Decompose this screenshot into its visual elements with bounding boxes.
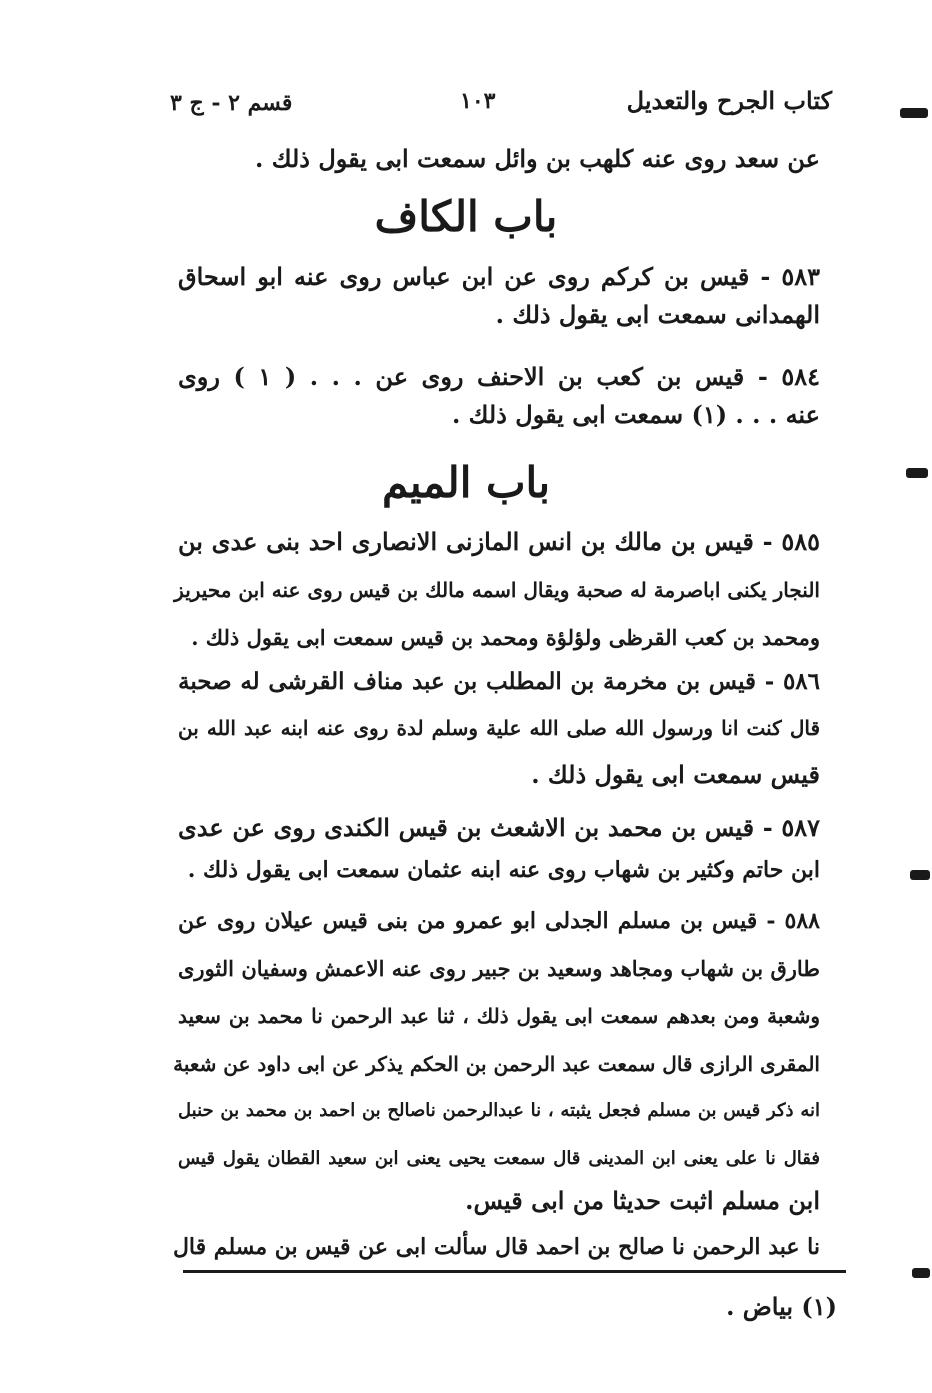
entry-584-line-2: عنه . . . (١) سمعت ابى يقول ذلك .: [451, 400, 820, 429]
entry-586-line-1: ٥٨٦ - قيس بن مخرمة بن المطلب بن عبد مناف القرشى له صحبة: [178, 668, 820, 695]
section-heading-kaf: باب الكاف: [374, 192, 558, 241]
intro-line: عن سعد روى عنه كلهب بن وائل سمعت ابى يقول ذلك .: [255, 144, 820, 173]
entry-584-line-1: ٥٨٤ - قيس بن كعب بن الاحنف روى عن . . . ( ١ ) روى: [178, 362, 820, 391]
entry-588-line-7: ابن مسلم اثبت حديثا من ابى قيس.: [465, 1186, 820, 1215]
entry-583-line-2: الهمدانى سمعت ابى يقول ذلك .: [495, 300, 820, 329]
page-number: ١٠٣: [460, 88, 496, 114]
entry-588-line-4: المقرى الرازى قال سمعت عبد الرحمن بن الحكم يذكر عن ابى داود عن شعبة: [173, 1052, 820, 1076]
entry-586-line-2: قال كنت انا ورسول الله صلى الله علية وسلم لدة روى عنه ابنه عبد الله بن: [178, 716, 820, 740]
entry-588-line-8: نا عبد الرحمن نا صالح بن احمد قال سألت ابى عن قيس بن مسلم قال: [172, 1234, 820, 1260]
entry-588-line-1: ٥٨٨ - قيس بن مسلم الجدلى ابو عمرو من بنى قيس عيلان روى عن: [178, 908, 820, 934]
footnote: (١) بياض .: [726, 1292, 837, 1321]
entry-585-line-3: ومحمد بن كعب القرظى ولؤلؤة ومحمد بن قيس سمعت ابى يقول ذلك .: [191, 625, 820, 650]
binding-hole-mark: [900, 108, 928, 118]
entry-583-line-1: ٥٨٣ - قيس بن كركم روى عن ابن عباس روى عنه ابو اسحاق: [178, 262, 820, 291]
entry-588-line-2: طارق بن شهاب ومجاهد وسعيد بن جبير روى عنه الاعمش وسفيان الثورى: [178, 956, 820, 981]
entry-585-line-1: ٥٨٥ - قيس بن مالك بن انس المازنى الانصارى احد بنى عدى بن: [178, 527, 820, 556]
volume-label: قسم ٢ - ج ٣: [170, 90, 293, 116]
binding-hole-mark: [906, 468, 928, 478]
entry-588-line-6: فقال نا على يعنى ابن المدينى قال سمعت يحيى يعنى ابن سعيد القطان يقول قيس: [178, 1148, 820, 1169]
entry-586-line-3: قيس سمعت ابى يقول ذلك .: [531, 760, 820, 789]
section-heading-mim: باب الميم: [381, 458, 551, 507]
binding-hole-mark: [910, 870, 930, 880]
book-title: كتاب الجرح والتعديل: [626, 86, 832, 115]
footnote-divider: [183, 1270, 846, 1273]
entry-585-line-2: النجار يكنى اباصرمة له صحبة ويقال اسمه مالك بن قيس روى عنه ابن محيريز: [174, 578, 820, 602]
entry-588-line-5: انه ذكر قيس بن مسلم فجعل يثبته ، نا عبدالرحمن ناصالح بن احمد بن محمد بن حنبل: [178, 1100, 820, 1121]
entry-587-line-2: ابن حاتم وكثير بن شهاب روى عنه ابنه عثمان سمعت ابى يقول ذلك .: [187, 857, 820, 883]
binding-hole-mark: [912, 1268, 930, 1278]
page-header: [170, 86, 832, 126]
entry-587-line-1: ٥٨٧ - قيس بن محمد بن الاشعث بن قيس الكندى روى عن عدى: [178, 813, 820, 842]
entry-588-line-3: وشعبة ومن بعدهم سمعت ابى يقول ذلك ، ثنا عبد الرحمن نا محمد بن سعيد: [178, 1004, 820, 1028]
